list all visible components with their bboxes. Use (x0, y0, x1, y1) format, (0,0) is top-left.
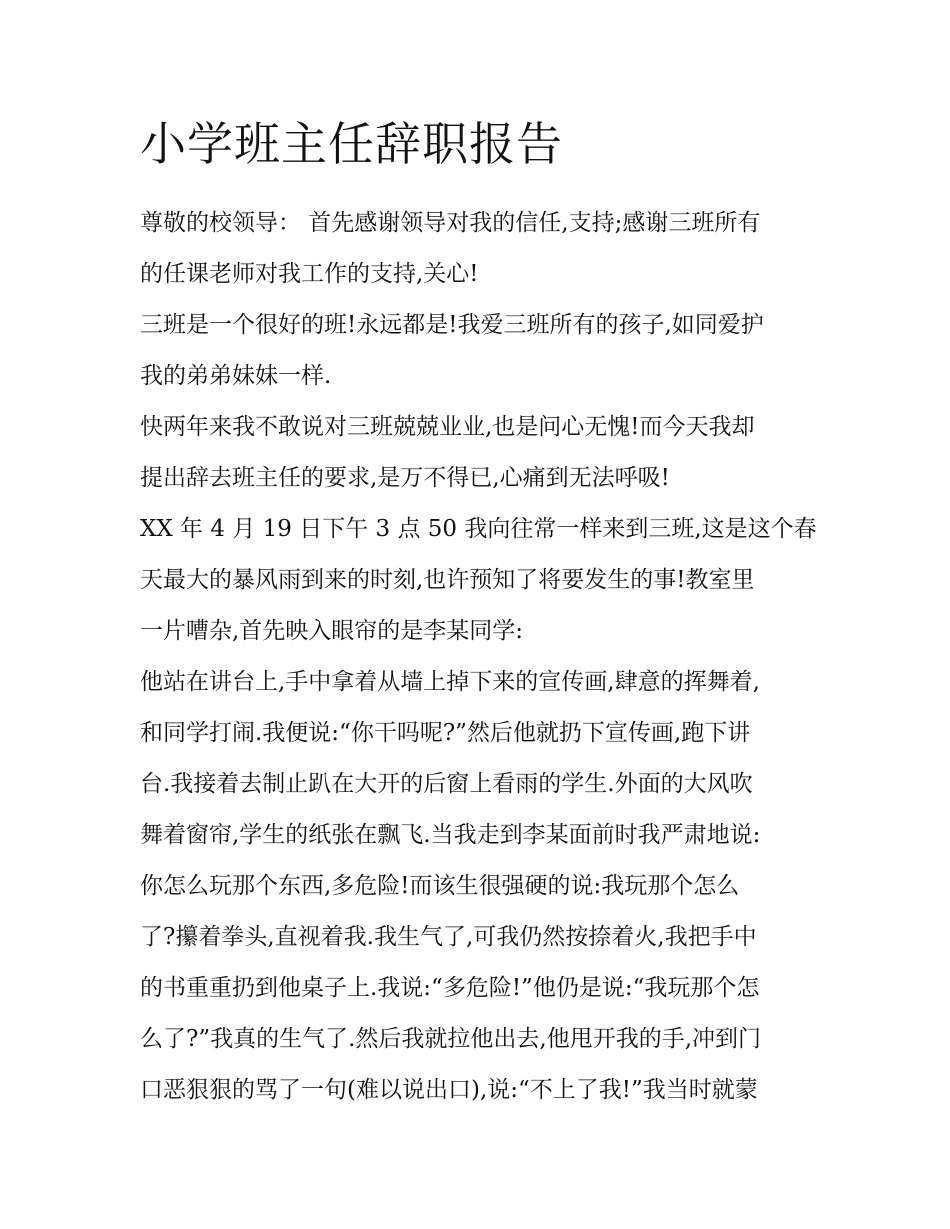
body-line: 一片嘈杂,首先映入眼帘的是李某同学: (140, 618, 524, 644)
body-line: 的书重重扔到他桌子上.我说:“多危险!”他仍是说:“我玩那个怎 (140, 975, 760, 1001)
document-body (140, 198, 830, 1116)
document-title: 小学班主任辞职报告 (140, 117, 563, 171)
body-line: 我的弟弟妹妹一样. (140, 363, 332, 389)
body-line: 你怎么玩那个东西,多危险!而该生很强硬的说:我玩那个怎么 (140, 873, 740, 899)
body-line: 台.我接着去制止趴在大开的后窗上看雨的学生.外面的大风吹 (140, 771, 753, 797)
body-line: XX 年 4 月 19 日下午 3 点 50 我向往常一样来到三班,这是这个春 (140, 516, 817, 542)
body-line: 三班是一个很好的班!永远都是!我爱三班所有的孩子,如同爱护 (140, 312, 764, 338)
body-line: 的任课老师对我工作的支持,关心! (140, 261, 479, 287)
body-line: 快两年来我不敢说对三班兢兢业业,也是问心无愧!而今天我却 (140, 414, 755, 440)
body-line: 口恶狠狠的骂了一句(难以说出口),说:“不上了我!”我当时就蒙 (140, 1077, 758, 1103)
body-line: 和同学打闹.我便说:“你干吗呢?”然后他就扔下宣传画,跑下讲 (140, 720, 751, 746)
body-line: 么了?”我真的生气了.然后我就拉他出去,他甩开我的手,冲到门 (140, 1026, 762, 1052)
body-line: 了?攥着拳头,直视着我.我生气了,可我仍然按捺着火,我把手中 (140, 924, 757, 950)
body-line: 提出辞去班主任的要求,是万不得已,心痛到无法呼吸! (140, 465, 670, 491)
body-line: 他站在讲台上,手中拿着从墙上掉下来的宣传画,肆意的挥舞着, (140, 669, 760, 695)
body-line: 天最大的暴风雨到来的时刻,也许预知了将要发生的事!教室里 (140, 567, 755, 593)
body-line: 尊敬的校领导： 首先感谢领导对我的信任,支持;感谢三班所有 (140, 210, 761, 236)
body-line: 舞着窗帘,学生的纸张在飘飞.当我走到李某面前时我严肃地说: (140, 822, 761, 848)
